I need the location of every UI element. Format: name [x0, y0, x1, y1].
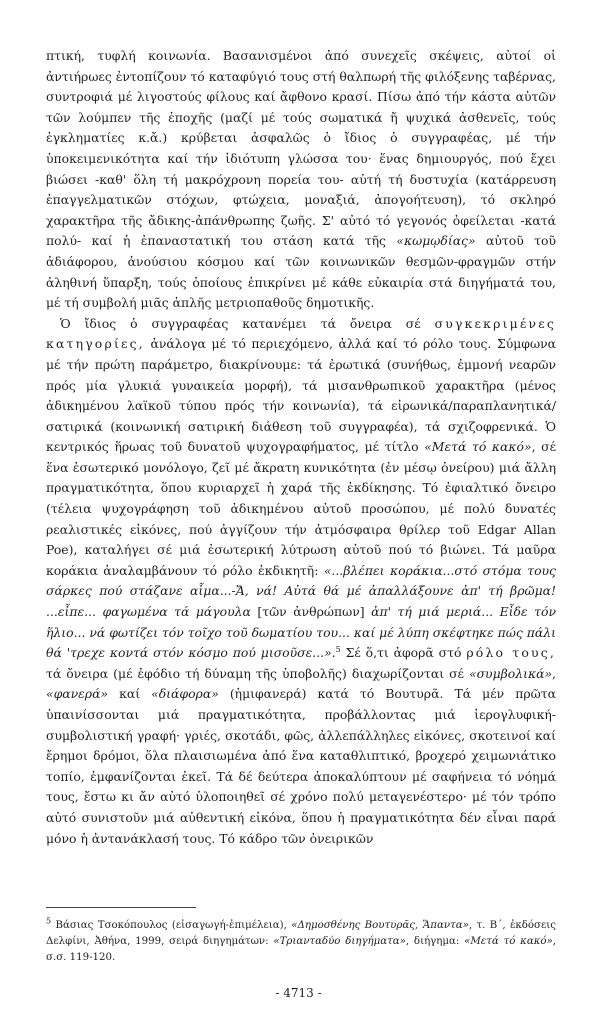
text-run: Σέ ὅ,τι ἀφορᾶ στό	[340, 645, 467, 661]
spaced-text: συγκεκριμένες κατηγορίες,	[46, 315, 556, 352]
italic-text: «Τριανταδύο διηγήματα»	[273, 936, 406, 947]
page-body	[46, 46, 556, 849]
text-run: ,	[552, 665, 556, 681]
italic-text: «συμβολικά»	[469, 665, 553, 681]
text-run: , διήγημα:	[405, 936, 465, 947]
text-run: τά ὄνειρα (μέ ἐφόδιο τή δύναμη τῆς ὑποβολῆς) διαχωρίζονται σέ	[46, 665, 469, 681]
text-run: [τῶν ἀνθρώπων]	[250, 604, 372, 620]
footnote-divider	[46, 907, 196, 908]
italic-text: «...βλέπει κοράκια...στό στόμα τους σάρκες πού στάζανε αἷμα...-Ἄ, νά! Αὐτά θά μέ ἀπαλλάξουνε ἀπ' τή βρῶμα! ...εἶπε... φαγωμένα τά μάγουλα	[46, 562, 556, 620]
italic-text: «Μετά τό κακό»	[424, 439, 532, 455]
text-run: αὐτοῦ τοῦ ἀδιάφορου, ἀνούσιου κόσμου καί τῶν κοινωνικῶν θεσμῶν-φραγμῶν στήν ἀληθινή ὕπαρξη, τούς ὁποίους ἐπικρίνει μέ κάθε εὐκαιρία στά διηγήματά του, μέ τή συμβολή μιᾶς ἁπλῆς μετριοπαθοῦς δημοτικῆς.	[46, 233, 556, 311]
italic-text: «κωμῳδίας»	[396, 233, 476, 249]
text-run: , τ. Β΄, ἐκδόσεις Δελφίνι, Ἀθήνα, 1999, σειρά διηγημάτων:	[46, 920, 556, 947]
paragraph	[46, 314, 556, 849]
footnote	[46, 918, 556, 966]
text-run: , σέ ἕνα ἐσωτερικό μονόλογο, ζεῖ μέ ἄκρατη κυνικότητα (ἐν μέσῳ ὀνείρου) μιά ἄλλη πραγματικότητα, ὅπου κυριαρχεῖ ἡ χαρά τῆς ἐκδίκησης. Τό ἐφιαλτικό ὄνειρο (τέλεια ψυχογράφηση τοῦ ἀδικημένου αὐτοῦ προσώπου, μέ πολύ δυνατές ρεαλιστικές εἰκόνες, πού ἀγγίζουν τήν ἀτμόσφαιρα θρίλερ τοῦ Edgar Allan Poe), καταλήγει σέ μιά ἐσωτερική λύτρωση αὐτοῦ πού τό βιώνει. Τά μαῦρα κοράκια ἀναλαμβάνουν τό ρόλο ἐκδικητῆ:	[46, 439, 556, 578]
page-number: - 4713 -	[275, 986, 322, 1000]
text-run: καί	[108, 686, 152, 702]
footnote-reference: 5	[335, 645, 341, 655]
footnote-marker: 5	[46, 916, 52, 926]
spaced-text: ρόλο τους,	[466, 645, 556, 661]
paragraph	[46, 46, 556, 314]
italic-text: «φανερά»	[46, 686, 109, 702]
text-run: Βάσιας Τσοκόπουλος (εἰσαγωγή-ἐπιμέλεια),	[51, 920, 292, 931]
text-run: ἀνάλογα μέ τό περιεχόμενο, ἀλλά καί τό ρόλο τους. Σύμφωνα μέ τήν πρώτη παράμετρο, διακρίνουμε: τά ἐρωτικά (συνήθως, ἐμμονή νεαρῶν πρός μία γλυκιά γυναικεία μορφή), τά μισανθρωπικοῦ χαρακτῆρα (μένος ἀδικημένου λαϊκοῦ τύπου πρός τήν κοινωνία), τά εἰρωνικά/παραπλανητικά/σατιρικά (κοινωνική σατιρική διάθεση τοῦ συγγραφέα), τά σχιζοφρενικά. Ὁ κεντρικός ἥρωας τοῦ δυνατοῦ ψυχογραφήματος, μέ τίτλο	[46, 336, 556, 455]
text-run: Ὁ ἴδιος ὁ συγγραφέας κατανέμει τά ὄνειρα σέ	[60, 315, 435, 331]
italic-text: «Δημοσθένης Βουτυρᾶς, Ἅπαντα»	[291, 920, 469, 931]
body-text	[46, 46, 556, 849]
text-run: , σ.σ. 119-120.	[46, 936, 556, 963]
italic-text: «διάφορα»	[151, 686, 219, 702]
text-run: .	[331, 645, 336, 661]
italic-text: ἀπ' τή μιά μεριά... Εἶδε τόν ἥλιο... νά φωτίζει τόν τοῖχο τοῦ δωματίου του... καί μέ λύπη σκέφτηκε πώς πάλι θά 'τρεχε κοντά στόν κόσμο πού μισοῦσε...»	[46, 604, 556, 661]
text-run: (ἡμιφανερά) κατά τό Βουτυρᾶ. Τά μέν πρῶτα ὑπαινίσσονται μιά πραγματικότητα, προβάλλοντας μιά ἱερογλυφική-συμβολιστική γραφή· γριές, σκοτάδι, φῶς, ἀλλεπάλληλες εἰκόνες, σκοτεινοί καί ἔρημοι δρόμοι, ὅλα πλαισιωμένα ἀπό ἕνα καταθλιπτικό, βροχερό χειμωνιάτικο τοπίο, ἐμφανίζονται ἐκεῖ. Τά δέ δεύτερα ἀποκαλύπτουν μέ σαφήνεια τό νόημά τους, ἔστω κι ἄν αὐτό ὑλοποιηθεῖ σέ χρόνο πολύ μεταγενέστερο· μέ τόν τρόπο αὐτό συνιστοῦν μιά αὐθεντική εἰκόνα, ὅπου ἡ πραγματικότητα δέν εἶναι παρά μόνο ἡ ἀντανάκλασή τους. Τό κάδρο τῶν ὀνειρικῶν	[46, 686, 556, 846]
text-run: πτική, τυφλή κοινωνία. Βασανισμένοι ἀπό συνεχεῖς σκέψεις, αὐτοί οἱ ἀντιήρωες ἐντοπίζουν τό καταφύγιό τους στή θαλπωρή τῆς φιλόξενης ταβέρνας, συντροφιά μέ λιγοστούς φίλους καί ἄφθονο κρασί. Πίσω ἀπό τήν κάστα αὐτῶν τῶν λούμπεν τῆς ἐποχῆς (μαζί μέ τούς σωματικά ἤ ψυχικά ἀσθενεῖς, τούς ἐγκληματίες κ.ἄ.) κρύβεται ἀσφαλῶς ὁ ἴδιος ὁ συγγραφέας, μέ τήν ὑποκειμενικότητα καί τήν ἰδιότυπη γλώσσα του· ἕνας δημιουργός, πού ἔχει βιώσει -καθ' ὅλη τή μακρόχρονη πορεία του- αὐτή τή δυστυχία (κατάρρευση ἐπαγγελματικῶν στόχων, φτώχεια, μοναξιά, ἀπογοήτευση), τό σκληρό χαρακτῆρα τῆς ἄδικης-ἀπάνθρωπης ζωῆς. Σ' αὐτό τό γεγονός ὀφείλεται -κατά πολύ- καί ἡ ἐπαναστατική του στάση κατά τῆς	[46, 48, 556, 249]
italic-text: «Μετά τό κακό»	[464, 936, 553, 947]
